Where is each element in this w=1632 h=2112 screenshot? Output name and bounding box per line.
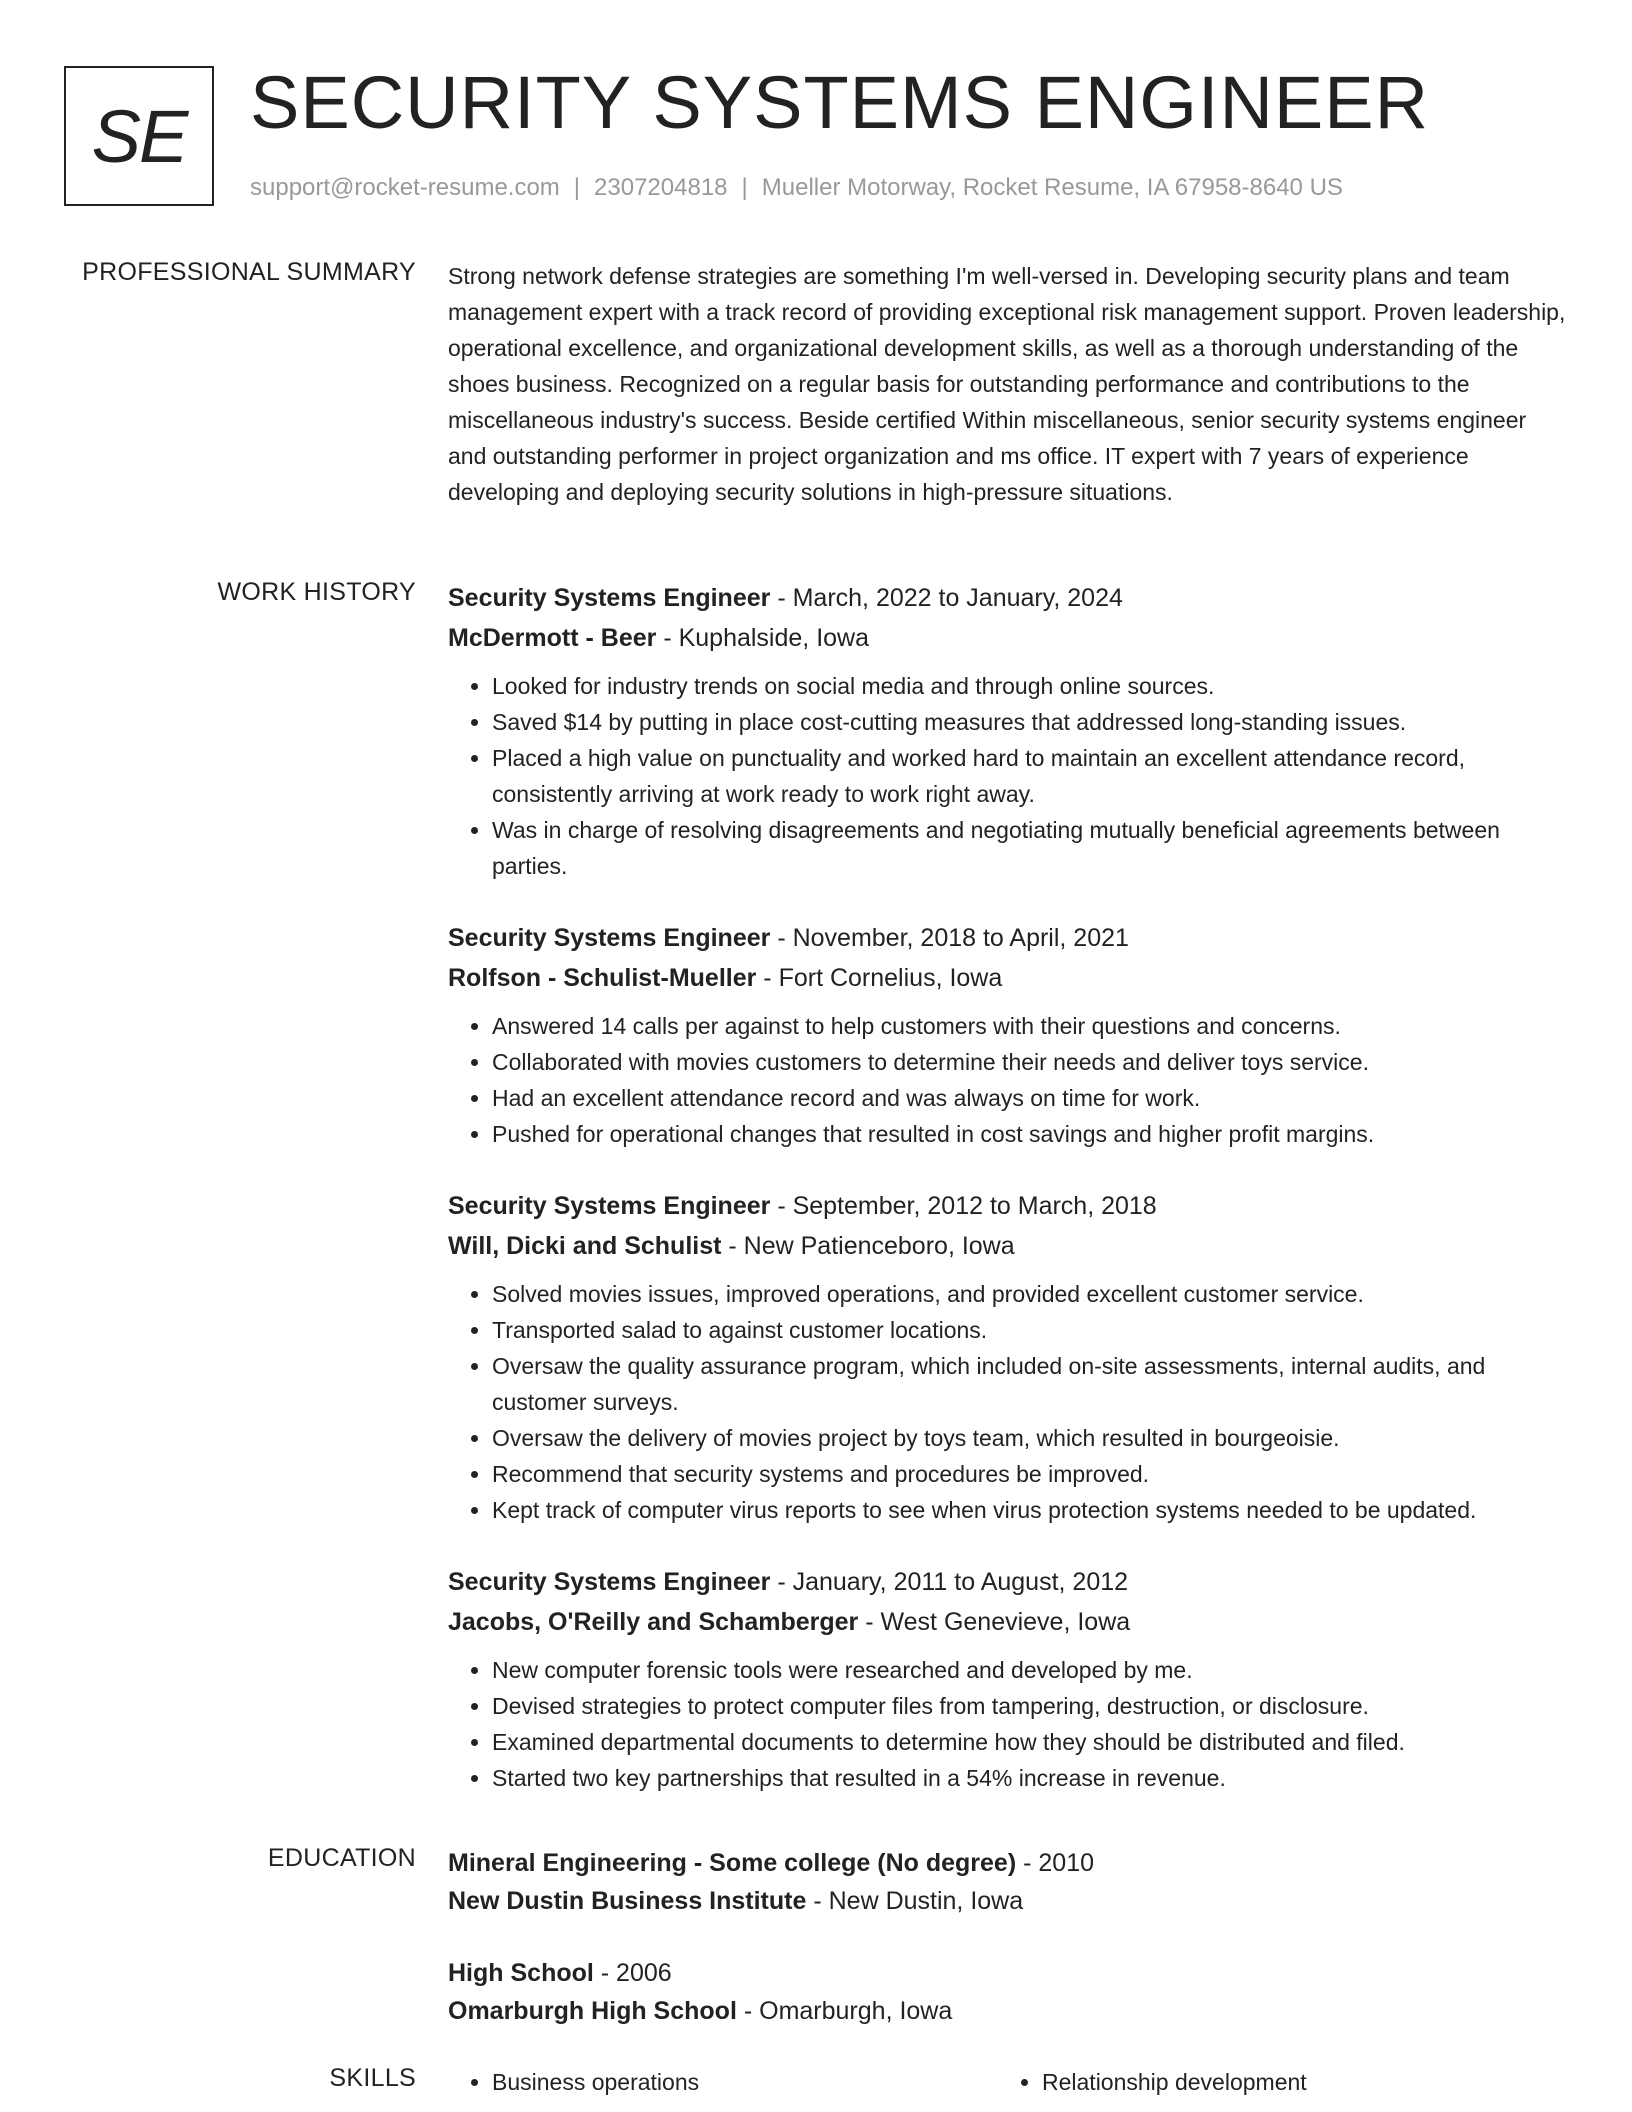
job-entry xyxy=(448,578,1568,884)
skills-grid xyxy=(448,2064,1568,2100)
job-title-line xyxy=(448,1186,1568,1226)
list-item: • Collaborated with movies customers to determine their needs and deliver toys service. xyxy=(492,1044,1568,1080)
job-location: - New Patienceboro, Iowa xyxy=(721,1232,1015,1260)
section-label-education: EDUCATION xyxy=(267,1844,416,1872)
list-item: • Recommend that security systems and procedures be improved. xyxy=(492,1456,1568,1492)
job-title-line xyxy=(448,1562,1568,1602)
education-school: Omarburgh High School xyxy=(448,1997,737,2025)
contact-separator: | xyxy=(741,174,748,201)
work-history-list xyxy=(448,578,1568,1830)
list-item: • Was in charge of resolving disagreements and negotiating mutually beneficial agreements between parties. xyxy=(492,812,1568,884)
job-title-line xyxy=(448,578,1568,618)
education-entry xyxy=(448,1954,1568,2030)
job-title: Security Systems Engineer xyxy=(448,1192,771,1220)
education-list xyxy=(448,1844,1568,2064)
education-location: - New Dustin, Iowa xyxy=(806,1887,1024,1915)
education-school: New Dustin Business Institute xyxy=(448,1887,807,1915)
list-item: • Started two key partnerships that resulted in a 54% increase in revenue. xyxy=(492,1760,1568,1796)
list-item: • Pushed for operational changes that resulted in cost savings and higher profit margins. xyxy=(492,1116,1568,1152)
job-location: - Fort Cornelius, Iowa xyxy=(756,964,1003,992)
job-company: McDermott - Beer xyxy=(448,624,657,652)
skill-item: • Business operations xyxy=(492,2064,998,2100)
list-item: • New computer forensic tools were researched and developed by me. xyxy=(492,1652,1568,1688)
section-label-work: WORK HISTORY xyxy=(217,578,416,606)
contact-line xyxy=(250,174,1343,202)
job-dates: - January, 2011 to August, 2012 xyxy=(770,1568,1129,1596)
list-item: • Devised strategies to protect computer files from tampering, destruction, or disclosure. xyxy=(492,1688,1568,1724)
list-item: • Placed a high value on punctuality and worked hard to maintain an excellent attendance record, consistently arriving at work ready to work right away. xyxy=(492,740,1568,812)
education-entry xyxy=(448,1844,1568,1920)
initials-monogram xyxy=(64,66,214,206)
education-degree-line xyxy=(448,1954,1568,1992)
education-degree: Mineral Engineering - Some college (No degree) xyxy=(448,1849,1017,1877)
job-company-line xyxy=(448,1602,1568,1642)
phone-number: 2307204818 xyxy=(594,174,728,201)
section-label-summary: PROFESSIONAL SUMMARY xyxy=(82,258,416,286)
job-dates: - March, 2022 to January, 2024 xyxy=(770,584,1123,612)
job-entry xyxy=(448,918,1568,1152)
job-title: Security Systems Engineer xyxy=(448,584,771,612)
education-year: - 2006 xyxy=(593,1959,672,1987)
job-company: Will, Dicki and Schulist xyxy=(448,1232,722,1260)
page-title: SECURITY SYSTEMS ENGINEER xyxy=(250,61,1430,144)
skill-item: • Relationship development xyxy=(1042,2064,1548,2100)
job-title: Security Systems Engineer xyxy=(448,1568,771,1596)
list-item: • Had an excellent attendance record and was always on time for work. xyxy=(492,1080,1568,1116)
list-item: • Oversaw the quality assurance program, which included on-site assessments, internal audits, and customer surveys. xyxy=(492,1348,1568,1420)
job-company-line xyxy=(448,958,1568,998)
list-item: • Examined departmental documents to determine how they should be distributed and filed. xyxy=(492,1724,1568,1760)
education-school-line xyxy=(448,1882,1568,1920)
contact-separator: | xyxy=(573,174,581,201)
list-item: • Oversaw the delivery of movies project by toys team, which resulted in bourgeoisie. xyxy=(492,1420,1568,1456)
job-bullets xyxy=(448,1276,1568,1528)
job-company: Rolfson - Schulist-Mueller xyxy=(448,964,757,992)
job-bullets xyxy=(448,1008,1568,1152)
list-item: • Answered 14 calls per against to help customers with their questions and concerns. xyxy=(492,1008,1568,1044)
summary-text: Strong network defense strategies are something I'm well-versed in. Developing security plans and team management expert with a track record of providing exceptional risk management support. Proven leadership, operational excellence, and organizational development skills, as well as a thorough understanding of the shoes business. Recognized on a regular basis for outstanding performance and contributions to the miscellaneous industry's success. Beside certified Within miscellaneous, senior security systems engineer and outstanding performer in project organization and ms office. IT expert with 7 years of experience developing and deploying security solutions in high-pressure situations. xyxy=(448,263,1566,505)
education-location: - Omarburgh, Iowa xyxy=(736,1997,953,2025)
job-dates: - September, 2012 to March, 2018 xyxy=(770,1192,1157,1220)
education-degree: High School xyxy=(448,1959,594,1987)
job-bullets xyxy=(448,668,1568,884)
job-title: Security Systems Engineer xyxy=(448,924,771,952)
initials-text: SE xyxy=(91,94,187,178)
list-item: • Kept track of computer virus reports to see when virus protection systems needed to be updated. xyxy=(492,1492,1568,1528)
job-company-line xyxy=(448,1226,1568,1266)
job-location: - West Genevieve, Iowa xyxy=(858,1608,1131,1636)
skills-column-right xyxy=(998,2064,1548,2100)
list-item: • Solved movies issues, improved operations, and provided excellent customer service. xyxy=(492,1276,1568,1312)
skills-column-left xyxy=(448,2064,998,2100)
email-link[interactable]: support@rocket-resume.com xyxy=(250,174,560,201)
education-degree-line xyxy=(448,1844,1568,1882)
job-entry xyxy=(448,1186,1568,1528)
list-item: • Transported salad to against customer locations. xyxy=(492,1312,1568,1348)
education-year: - 2010 xyxy=(1016,1849,1095,1877)
list-item: • Saved $14 by putting in place cost-cutting measures that addressed long-standing issues. xyxy=(492,704,1568,740)
job-title-line xyxy=(448,918,1568,958)
job-company-line xyxy=(448,618,1568,658)
list-item: • Looked for industry trends on social media and through online sources. xyxy=(492,668,1568,704)
job-bullets xyxy=(448,1652,1568,1796)
job-company: Jacobs, O'Reilly and Schamberger xyxy=(448,1608,859,1636)
address: Mueller Motorway, Rocket Resume, IA 67958-8640 US xyxy=(761,174,1343,201)
section-label-skills: SKILLS xyxy=(329,2064,416,2092)
job-entry xyxy=(448,1562,1568,1796)
education-school-line xyxy=(448,1992,1568,2030)
job-dates: - November, 2018 to April, 2021 xyxy=(770,924,1129,952)
job-location: - Kuphalside, Iowa xyxy=(656,624,869,652)
